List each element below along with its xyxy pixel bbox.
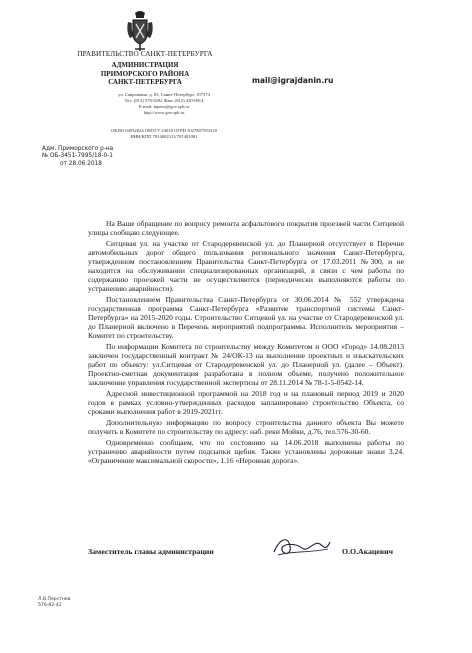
- email-line: E-mail: tuprim@gov.spb.ru: [138, 103, 190, 109]
- issuer-header: [50, 50, 240, 87]
- signatory-name: О.О.Акацевич: [342, 547, 393, 556]
- registration-date: от 28.06.2018: [60, 160, 102, 167]
- body-paragraph: Постановлением Правительства Санкт-Петербурга от 30.06.2014 № 552 утверждена государственная программа Санкт-Петербурга «Развитие транспортной системы Санкт-Петербурга» на 2015-2020 годы. Строительство Ситцевой ул. на участке от Стародеревенской ул. до Планерной включено в Перечень мероприятий подпрограммы. Исполнитель мероприятия – Комитет по строительству.: [88, 295, 404, 340]
- phone-fax-line: Тел. (812) 576-8282 Факс (812) 430-0814: [124, 97, 204, 103]
- registration-stamp: [38, 146, 188, 168]
- administration-name: [50, 61, 240, 87]
- administration-line: ПРИМОРСКОГО РАЙОНА: [100, 69, 190, 78]
- address-line: ул. Савушкина, д. 83, Санкт-Петербург, 197374: [118, 92, 210, 97]
- signatory-position: Заместитель главы администрации: [88, 547, 214, 556]
- body-paragraph: Адресной инвестиционной программой на 2018 год и на плановый период 2019 и 2020 годов в рамках условно-утвержденных расходов запланировано строительство Объекта, со сроками выполнения работ в 2019-2021гг.: [88, 388, 404, 416]
- government-title: ПРАВИТЕЛЬСТВО САНКТ-ПЕТЕРБУРГА: [77, 50, 213, 58]
- issuer-codes: [74, 128, 254, 140]
- coat-of-arms-icon: [124, 10, 156, 52]
- website-line: http://www.gov.spb.ru: [143, 109, 185, 115]
- body-paragraph: Одновременно сообщаем, что по состоянию на 14.06.2018 выполнены работы по устранению аварийности путем подсыпки щебня. Также установлены дорожные знаки 3.24. «Ограничение максимальной скорости», 1.16 «Неровная дорога».: [88, 438, 404, 465]
- registration-authority: Адм. Приморского р-на: [42, 146, 114, 152]
- handwritten-signature: [268, 533, 336, 559]
- codes-line: ИНН/КПП 7814002313/781401001: [130, 133, 198, 139]
- administration-line: САНКТ-ПЕТЕРБУРГА: [108, 78, 182, 86]
- executor-info: [38, 597, 70, 609]
- letter-body: [88, 220, 404, 468]
- administration-line: АДМИНИСТРАЦИЯ: [111, 61, 179, 69]
- issuer-address: [74, 92, 254, 116]
- executor-phone: 576-82-42: [38, 603, 62, 609]
- body-paragraph: Дополнительную информацию по вопросу строительства данного объекта Вы можете получить в Комитете по строительству по адресу: наб. реки Мойки, д.76, тел.576-30-60.: [88, 417, 404, 436]
- body-paragraph: На Ваше обращение по вопросу ремонта асфальтового покрытия проезжей части Ситцевой улицы сообщаю следующее.: [88, 219, 404, 237]
- body-paragraph: Ситцевая ул. на участке от Стародеревенской ул. до Планерной отсутствует в Перечне автомобильных дорог общего пользования регионального значения Санкт-Петербурга, утвержденном постановлением Правительства Санкт-Петербурга от 17.03.2011 №300, и не находится на обслуживании специализированных организаций, в связи с чем работы по содержанию проезжей части не осуществляются (периодически выполняются работы по устранению аварийности).: [88, 239, 404, 293]
- executor-name: Л.В.Перстнев: [38, 597, 71, 602]
- codes-line: ОКПО 04032824 ОКОГУ 23010 ОГРН 1027807593318: [111, 128, 217, 133]
- recipient-email: mail@igrajdanin.ru: [252, 76, 334, 85]
- registration-number: № ОБ-3451-7995/18-0-1: [42, 153, 113, 160]
- body-paragraph: По информации Комитета по строительству между Комитетом и ООО «Город» 14.08.2013 заключен государственный контракт № 24/ОК-13 на выполнение проектных и изыскательских работ по объекту: ул.Ситцевая от Стародеревенской ул. до Планерной ул. (далее – Объект). Проектно-сметная документация разработана в полном объеме, получено положительное заключение управления государственной экспертизы от 28.11.2014 № 78-1-5-0542-14.: [88, 341, 404, 387]
